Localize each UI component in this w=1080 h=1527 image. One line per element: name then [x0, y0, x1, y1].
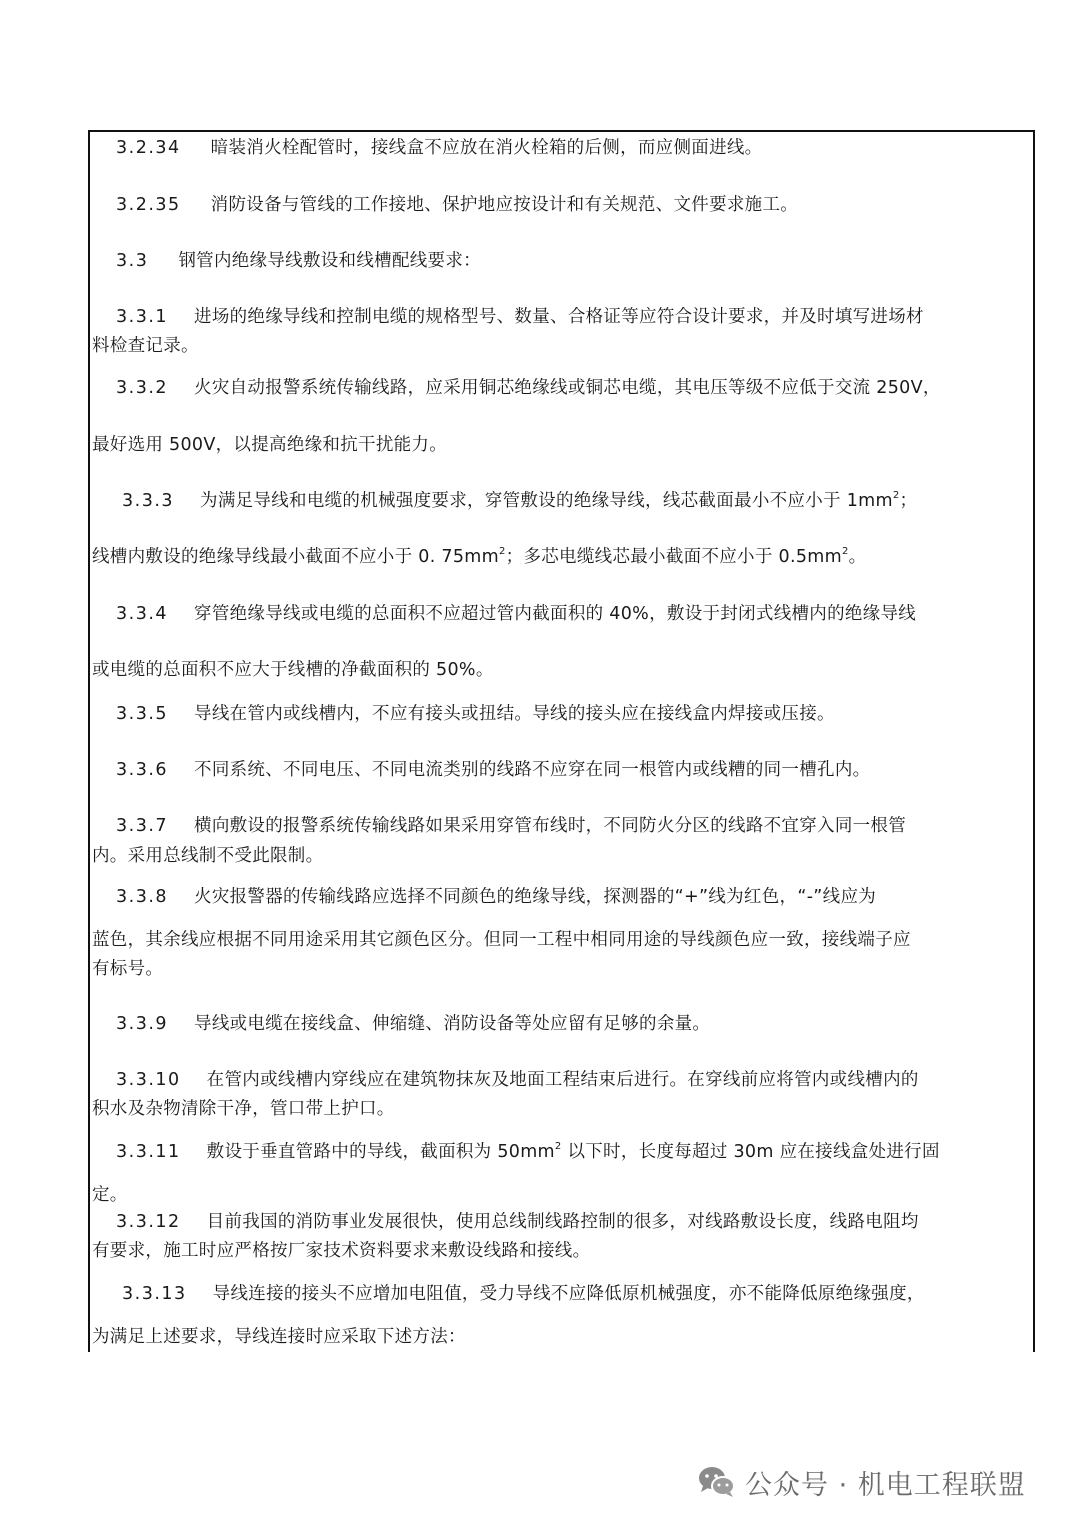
clause-number: 3.3.9 — [116, 1014, 169, 1034]
clause-text-continued: 定。 — [92, 1185, 128, 1205]
clause-text: 导线在管内或线槽内，不应有接头或扭结。导线的接头应在接线盒内焊接或压接。 — [194, 704, 835, 724]
clause-3-3-11-cont — [92, 1184, 128, 1206]
clause-text: 暗装消火栓配管时，接线盒不应放在消火栓箱的后侧，而应侧面进线。 — [210, 138, 763, 158]
clause-3-3-1 — [92, 306, 924, 328]
clause-number: 3.3.5 — [116, 704, 169, 724]
clause-text: 穿管绝缘导线或电缆的总面积不应超过管内截面积的 40%，敷设于封闭式线槽内的绝缘导线 — [194, 604, 917, 624]
watermark — [697, 1460, 1026, 1504]
clause-text-continued: 有标号。 — [92, 959, 164, 979]
clause-3-3-8 — [92, 886, 876, 908]
clause-text: 为满足导线和电缆的机械强度要求，穿管敷设的绝缘导线，线芯截面最小不应小于 1mm — [200, 491, 893, 511]
clause-text-continued: 内。采用总线制不受此限制。 — [92, 846, 324, 866]
clause-3-3-12-cont — [92, 1240, 590, 1262]
clause-3-3-4-cont — [92, 659, 494, 681]
clause-number: 3.3.4 — [116, 604, 169, 624]
clause-number: 3.3.12 — [116, 1212, 181, 1232]
clause-3-3-3-cont — [92, 546, 866, 568]
clause-text: 以下时，长度每超过 30m 应在接线盒处进行固 — [561, 1142, 940, 1162]
superscript: 2 — [498, 546, 506, 557]
clause-3-3-10-cont — [92, 1098, 395, 1120]
clause-3-3-4 — [92, 603, 916, 625]
clause-text: 火灾报警器的传输线路应选择不同颜色的绝缘导线，探测器的“+”线为红色，“-”线应为 — [194, 887, 877, 907]
clause-text: 不同系统、不同电压、不同电流类别的线路不应穿在同一根管内或线糟的同一槽孔内。 — [194, 760, 871, 780]
clause-text: 在管内或线槽内穿线应在建筑物抹灰及地面工程结束后进行。在穿线前应将管内或线槽内的 — [206, 1070, 919, 1090]
clause-number: 3.2.35 — [116, 195, 181, 215]
superscript: 2 — [841, 546, 849, 557]
section-number: 3.3 — [116, 251, 149, 271]
clause-3-3-11 — [92, 1141, 940, 1163]
clause-number: 3.2.34 — [116, 138, 181, 158]
clause-text: 火灾自动报警系统传输线路，应采用铜芯绝缘线或铜芯电缆，其电压等级不应低于交流 250V， — [194, 378, 941, 398]
clause-3-3-10 — [92, 1069, 919, 1091]
clause-text: ； — [899, 491, 918, 511]
clause-3-3-7 — [92, 815, 906, 837]
clause-number: 3.3.11 — [116, 1142, 181, 1162]
clause-text: 导线或电缆在接线盒、伸缩缝、消防设备等处应留有足够的余量。 — [194, 1014, 711, 1034]
clause-text: 横向敷设的报警系统传输线路如果采用穿管布线时，不同防火分区的线路不宜穿入同一根管 — [194, 816, 907, 836]
clause-3-3-8-cont — [92, 929, 911, 951]
section-title: 钢管内绝缘导线敷设和线槽配线要求： — [178, 251, 481, 271]
clause-text-continued: 最好选用 500V，以提高绝缘和抗干扰能力。 — [92, 435, 448, 455]
watermark-text: 公众号 · 机电工程联盟 — [745, 1469, 1026, 1501]
clause-text-continued: 线槽内敷设的绝缘导线最小截面不应小于 0. 75mm — [92, 547, 499, 567]
superscript: 2 — [554, 1141, 562, 1152]
clause-3-3-8-cont2 — [92, 958, 163, 980]
clause-3-2-35 — [92, 194, 798, 216]
clause-text-continued: 为满足上述要求，导线连接时应采取下述方法： — [92, 1327, 466, 1347]
clause-text-continued: 积水及杂物清除干净，管口带上护口。 — [92, 1099, 395, 1119]
section-3-3-heading — [92, 250, 481, 272]
clause-number: 3.3.2 — [116, 378, 169, 398]
clause-number: 3.3.8 — [116, 887, 169, 907]
clause-text: 消防设备与管线的工作接地、保护地应按设计和有关规范、文件要求施工。 — [210, 195, 799, 215]
clause-3-3-13 — [92, 1283, 925, 1305]
clause-3-3-12 — [92, 1211, 919, 1233]
clause-number: 3.3.7 — [116, 816, 169, 836]
clause-text: 目前我国的消防事业发展很快，使用总线制线路控制的很多，对线路敷设长度，线路电阻均 — [206, 1212, 919, 1232]
clause-number: 3.3.1 — [116, 307, 169, 327]
clause-3-3-1-cont — [92, 335, 199, 357]
clause-3-3-6 — [92, 759, 870, 781]
clause-3-3-7-cont — [92, 845, 323, 867]
superscript: 2 — [892, 490, 900, 501]
clause-text-continued: 料检查记录。 — [92, 336, 199, 356]
clause-text-continued: 有要求，施工时应严格按厂家技术资料要求来敷设线路和接线。 — [92, 1241, 591, 1261]
clause-3-2-34 — [92, 137, 762, 159]
clause-number: 3.3.10 — [116, 1070, 181, 1090]
clause-text: 导线连接的接头不应增加电阻值，受力导线不应降低原机械强度，亦不能降低原绝缘强度， — [212, 1284, 925, 1304]
clause-3-3-13-cont — [92, 1326, 466, 1348]
wechat-icon — [697, 1464, 737, 1500]
clause-text: 进场的绝缘导线和控制电缆的规格型号、数量、合格证等应符合设计要求，并及时填写进场材 — [194, 307, 924, 327]
clause-text-continued: ；多芯电缆线芯最小截面不应小于 0.5mm — [505, 547, 842, 567]
clause-3-3-5 — [92, 703, 835, 725]
clause-text: 敷设于垂直管路中的导线，截面积为 50mm — [206, 1142, 555, 1162]
clause-3-3-9 — [92, 1013, 710, 1035]
clause-number: 3.3.3 — [122, 491, 175, 511]
clause-number: 3.3.13 — [122, 1284, 187, 1304]
clause-text-continued: 。 — [848, 547, 867, 567]
clause-number: 3.3.6 — [116, 760, 169, 780]
clause-3-3-2 — [92, 377, 941, 399]
clause-text-continued: 蓝色，其余线应根据不同用途采用其它颜色区分。但同一工程中相同用途的导线颜色应一致，接线端子应 — [92, 930, 911, 950]
clause-3-3-3 — [92, 490, 917, 512]
clause-text-continued: 或电缆的总面积不应大于线槽的净截面积的 50%。 — [92, 660, 494, 680]
clause-3-3-2-cont — [92, 434, 447, 456]
